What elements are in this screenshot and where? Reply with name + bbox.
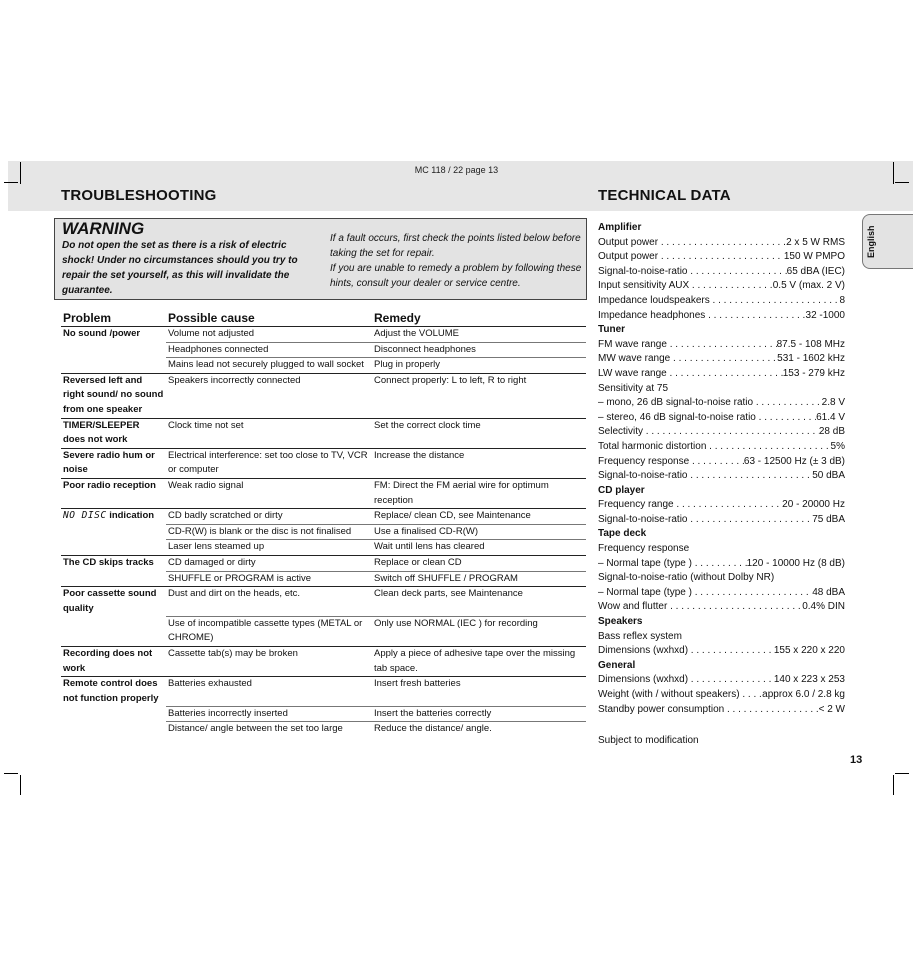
spec-value: 75 dBA	[812, 513, 845, 525]
spec-label: Impedance headphones . . .	[598, 309, 806, 324]
cause-cell: Headphones connected	[166, 342, 372, 358]
spec-label: Total harmonic distortion . . .	[598, 440, 831, 455]
problem-cell	[61, 524, 166, 540]
spec-row	[598, 673, 845, 688]
spec-value: 50 dBA	[812, 470, 845, 482]
page-number: 13	[850, 754, 863, 766]
spec-label: – mono, 26 dB signal-to-noise ratio . . .	[598, 396, 822, 411]
remedy-cell: Insert the batteries correctly	[372, 706, 586, 722]
table-row	[61, 722, 586, 737]
spec-row	[598, 411, 845, 426]
spec-label: Dimensions (wxhxd) . . .	[598, 644, 774, 659]
spec-section-heading: General	[598, 659, 636, 671]
spec-label: Sensitivity at 75	[598, 382, 669, 394]
table-row	[61, 478, 586, 508]
problem-cell	[61, 616, 166, 646]
table-row	[61, 677, 586, 707]
spec-section-heading: Amplifier	[598, 222, 642, 233]
table-row	[61, 418, 586, 448]
spec-label: Signal-to-noise-ratio . . .	[598, 469, 812, 484]
spec-row	[598, 382, 845, 397]
crop-mark	[4, 182, 18, 183]
cause-cell: Clock time not set	[166, 418, 372, 448]
table-row	[61, 358, 586, 374]
spec-row	[598, 571, 845, 586]
spec-label: – stereo, 46 dB signal-to-noise ratio . . .	[598, 411, 816, 426]
spec-label: Output power . . .	[598, 250, 784, 265]
remedy-cell: Set the correct clock time	[372, 418, 586, 448]
remedy-cell: Clean deck parts, see Maintenance	[372, 587, 586, 617]
spec-section-heading: CD player	[598, 484, 645, 496]
header-problem: Problem	[61, 311, 166, 327]
spec-label: Selectivity . . .	[598, 425, 819, 440]
spec-label: Frequency response	[598, 543, 690, 555]
spec-row	[598, 600, 845, 615]
spec-row	[598, 265, 845, 280]
spec-value: 63 - 12500 Hz (± 3 dB)	[743, 455, 845, 467]
problem-cell	[61, 722, 166, 737]
remedy-cell: Adjust the VOLUME	[372, 327, 586, 343]
spec-row	[598, 338, 845, 353]
spec-value: 2.8 V	[821, 397, 845, 409]
problem-cell	[61, 358, 166, 374]
remedy-cell: Only use NORMAL (IEC ) for recording	[372, 616, 586, 646]
spec-row	[598, 309, 845, 324]
spec-label: Signal-to-noise-ratio . . .	[598, 513, 812, 528]
spec-row	[598, 425, 845, 440]
spec-row	[598, 542, 845, 557]
spec-value: 28 dB	[818, 426, 845, 438]
table-row	[61, 571, 586, 587]
advice-line-1: If a fault occurs, first check the points listed below before taking the set for repair.	[330, 233, 581, 259]
spec-label: FM wave range . . .	[598, 338, 777, 353]
spec-label: Impedance loudspeakers . . .	[598, 294, 839, 309]
spec-row	[598, 367, 845, 382]
problem-cell	[61, 509, 166, 525]
spec-value: 0.5 V (max. 2 V)	[772, 280, 845, 292]
spec-row	[598, 586, 845, 601]
lcd-display-text: NO DISC	[63, 510, 107, 522]
remedy-cell: Apply a piece of adhesive tape over the missing tab space.	[372, 646, 586, 676]
spec-row	[598, 352, 845, 367]
spec-row	[598, 440, 845, 455]
technical-data-title: TECHNICAL DATA	[598, 187, 731, 204]
spec-section-heading: Tuner	[598, 324, 626, 336]
spec-label: Signal-to-noise-ratio . . .	[598, 265, 787, 280]
spec-value: 2 x 5 W RMS	[786, 236, 845, 248]
language-label: English	[866, 225, 876, 258]
table-row	[61, 327, 586, 343]
table-row	[61, 373, 586, 418]
problem-text: indication	[109, 510, 155, 522]
crop-mark	[893, 775, 894, 795]
problem-cell: TIMER/SLEEPER does not work	[61, 418, 166, 448]
cause-cell: Laser lens steamed up	[166, 540, 372, 556]
table-row	[61, 342, 586, 358]
spec-value: 32 -1000	[805, 309, 845, 321]
spec-row	[598, 250, 845, 265]
spec-value: 120 - 10000 Hz (8 dB)	[746, 557, 845, 569]
header-cause: Possible cause	[166, 311, 372, 327]
remedy-cell: Reduce the distance/ angle.	[372, 722, 586, 737]
spec-value: 155 x 220 x 220	[773, 645, 845, 657]
table-row	[61, 524, 586, 540]
warning-title: WARNING	[62, 219, 145, 238]
spec-label: Dimensions (wxhxd) . . .	[598, 673, 774, 688]
problem-cell: No sound /power	[61, 327, 166, 343]
cause-cell: Electrical interference: set too close to TV, VCR or computer	[166, 448, 372, 478]
spec-label: Standby power consumption . . .	[598, 703, 819, 718]
crop-mark	[4, 773, 18, 774]
problem-cell	[61, 571, 166, 587]
problem-cell: Poor radio reception	[61, 478, 166, 508]
spec-value: 87.5 - 108 MHz	[776, 338, 845, 350]
spec-row	[598, 630, 845, 645]
spec-row	[598, 644, 845, 659]
table-row	[61, 540, 586, 556]
cause-cell: Use of incompatible cassette types (METAL or CHROME)	[166, 616, 372, 646]
warning-text: Do not open the set as there is a risk of electric shock! Under no circumstances should you try to repair the set yourself, as this will invalidate the guarantee.	[62, 240, 298, 296]
cause-cell: Batteries incorrectly inserted	[166, 706, 372, 722]
spec-value: 531 - 1602 kHz	[777, 353, 845, 365]
spec-label: Frequency response . . .	[598, 455, 744, 470]
crop-mark	[895, 182, 909, 183]
cause-cell: CD-R(W) is blank or the disc is not finalised	[166, 524, 372, 540]
spec-row	[598, 469, 845, 484]
cause-cell: Mains lead not securely plugged to wall socket	[166, 358, 372, 374]
spec-label: Output power . . .	[598, 236, 786, 251]
spec-value: 65 dBA (IEC)	[786, 265, 845, 277]
problem-cell: Remote control does not function properly	[61, 677, 166, 707]
spec-value: 140 x 223 x 253	[773, 674, 845, 686]
remedy-cell: Plug in properly	[372, 358, 586, 374]
table-row	[61, 448, 586, 478]
problem-cell: Poor cassette sound quality	[61, 587, 166, 617]
spec-value: 48 dBA	[812, 586, 845, 598]
cause-cell: SHUFFLE or PROGRAM is active	[166, 571, 372, 587]
remedy-cell: Use a finalised CD-R(W)	[372, 524, 586, 540]
spec-value: 0.4% DIN	[802, 601, 845, 613]
spec-value: 5%	[830, 440, 845, 452]
problem-cell	[61, 342, 166, 358]
cause-cell: CD badly scratched or dirty	[166, 509, 372, 525]
spec-value: < 2 W	[818, 703, 845, 715]
spec-label: Frequency range . . .	[598, 498, 782, 513]
spec-row	[598, 703, 845, 718]
spec-row	[598, 396, 845, 411]
problem-cell: Reversed left and right sound/ no sound from one speaker	[61, 373, 166, 418]
spec-label: Wow and flutter . . .	[598, 600, 802, 615]
cause-cell: Volume not adjusted	[166, 327, 372, 343]
cause-cell: Distance/ angle between the set too large	[166, 722, 372, 737]
subject-note: Subject to modification	[598, 735, 699, 746]
cause-cell: Weak radio signal	[166, 478, 372, 508]
remedy-cell: Replace/ clean CD, see Maintenance	[372, 509, 586, 525]
spec-row	[598, 236, 845, 251]
spec-label: MW wave range . . .	[598, 352, 777, 367]
spec-label: Input sensitivity AUX . . .	[598, 279, 773, 294]
spec-section-heading: Tape deck	[598, 528, 647, 540]
spec-value: 61.4 V	[816, 411, 845, 423]
remedy-cell: Connect properly: L to left, R to right	[372, 373, 586, 418]
spec-label: Signal-to-noise-ratio (without Dolby NR)	[598, 572, 775, 584]
spec-label: – Normal tape (type ) . . .	[598, 557, 747, 572]
crop-mark	[20, 162, 21, 184]
header-remedy: Remedy	[372, 311, 586, 327]
problem-cell: Severe radio hum or noise	[61, 448, 166, 478]
cause-cell: Speakers incorrectly connected	[166, 373, 372, 418]
problem-cell	[61, 540, 166, 556]
spec-section-heading: Speakers	[598, 616, 643, 628]
troubleshooting-title: TROUBLESHOOTING	[61, 187, 217, 204]
spec-row	[598, 513, 845, 528]
cause-cell: Batteries exhausted	[166, 677, 372, 707]
table-row	[61, 616, 586, 646]
remedy-cell: Switch off SHUFFLE / PROGRAM	[372, 571, 586, 587]
advice-line-2: If you are unable to remedy a problem by following these hints, consult your dealer or service centre.	[330, 263, 582, 289]
remedy-cell: Disconnect headphones	[372, 342, 586, 358]
problem-cell: The CD skips tracks	[61, 555, 166, 571]
spec-row	[598, 557, 845, 572]
problem-cell	[61, 706, 166, 722]
spec-label: Weight (with / without speakers) . . .	[598, 688, 762, 703]
cause-cell: Dust and dirt on the heads, etc.	[166, 587, 372, 617]
spec-value: 8	[839, 294, 845, 306]
crop-mark	[895, 773, 909, 774]
problem-cell: Recording does not work	[61, 646, 166, 676]
spec-label: LW wave range . . .	[598, 367, 783, 382]
spec-row	[598, 279, 845, 294]
spec-label: Bass reflex system	[598, 630, 682, 642]
spec-row	[598, 294, 845, 309]
remedy-cell: Replace or clean CD	[372, 555, 586, 571]
spec-value: approx 6.0 / 2.8 kg	[762, 689, 845, 700]
remedy-cell: Insert fresh batteries	[372, 677, 586, 707]
cause-cell: Cassette tab(s) may be broken	[166, 646, 372, 676]
crop-mark	[20, 775, 21, 795]
crop-mark	[893, 162, 894, 184]
troubleshooting-table	[61, 311, 586, 737]
table-row	[61, 509, 586, 525]
remedy-cell: Wait until lens has cleared	[372, 540, 586, 556]
table-row	[61, 555, 586, 571]
spec-row	[598, 498, 845, 513]
table-row	[61, 706, 586, 722]
technical-data-list	[598, 221, 845, 717]
spec-value: 153 - 279 kHz	[782, 367, 845, 379]
table-row	[61, 587, 586, 617]
cause-cell: CD damaged or dirty	[166, 555, 372, 571]
print-header: MC 118 / 22 page 13	[414, 165, 499, 175]
spec-value: 20 - 20000 Hz	[782, 499, 845, 511]
spec-value: 150 W PMPO	[783, 251, 845, 263]
table-row	[61, 646, 586, 676]
spec-label: – Normal tape (type ) . . .	[598, 586, 812, 601]
remedy-cell: FM: Direct the FM aerial wire for optimum reception	[372, 478, 586, 508]
advice-text	[330, 231, 585, 291]
spec-row	[598, 455, 845, 470]
remedy-cell: Increase the distance	[372, 448, 586, 478]
spec-row	[598, 688, 845, 703]
